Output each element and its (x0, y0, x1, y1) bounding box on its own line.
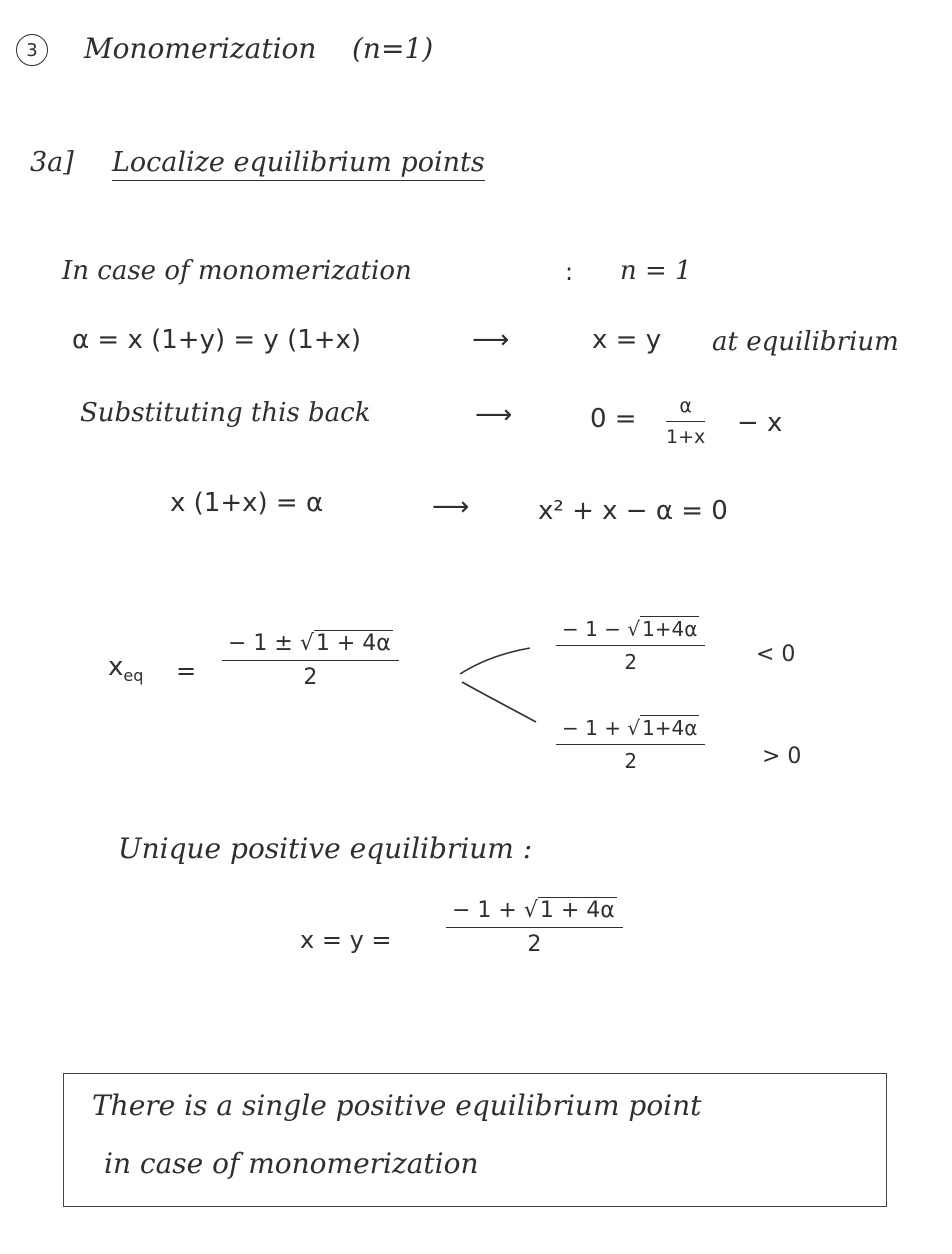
unique-lhs: x = y = (300, 926, 392, 954)
quadratic-num-prefix: − 1 ± (228, 631, 293, 656)
positive-root-prefix: − 1 + (562, 716, 621, 740)
quadratic-denominator: 2 (303, 665, 318, 690)
section-number: 3 (26, 39, 38, 61)
unique-equilibrium-label: Unique positive equilibrium : (118, 832, 533, 865)
x-eq-base: x (108, 652, 124, 682)
branch-upper (460, 648, 530, 674)
arrow-3: ⟶ (432, 492, 470, 522)
positive-root-radicand: 1+4α (642, 716, 698, 740)
quadratic-formula (222, 631, 399, 690)
x-times-1-plus-x: x (1+x) = α (170, 488, 324, 518)
title-condition: (n=1) (352, 32, 434, 65)
x-eq-symbol (108, 652, 143, 685)
fraction-denominator: 1+x (666, 426, 706, 448)
fraction-numerator: α (679, 395, 692, 417)
x-equals-y: x = y (592, 325, 662, 355)
intro-text: In case of monomerization (62, 256, 412, 286)
quadratic-equation: x² + x − α = 0 (538, 496, 728, 526)
subsection-number: 3a] (30, 147, 74, 178)
conclusion-line-2: in case of monomerization (104, 1147, 479, 1180)
quadratic-radicand: 1 + 4α (315, 631, 391, 656)
negative-root-denominator: 2 (624, 650, 638, 674)
minus-x: − x (737, 408, 783, 438)
intro-colon: : (565, 258, 574, 286)
arrow-1: ⟶ (472, 325, 510, 355)
branch-lower (462, 682, 536, 722)
negative-root (556, 617, 705, 674)
intro-n-equals: n = 1 (620, 256, 692, 286)
positive-root-numerator: − 1 + √ 1+4α (562, 716, 698, 740)
negative-root-prefix: − 1 − (562, 617, 621, 641)
negative-root-sign: < 0 (756, 642, 796, 667)
x-eq-equals: = (176, 657, 197, 685)
zero-equals: 0 = (590, 404, 637, 434)
positive-root-denominator: 2 (624, 749, 638, 773)
unique-num-prefix: − 1 + (452, 898, 517, 923)
positive-root-sign: > 0 (762, 744, 802, 769)
page-title: Monomerization (84, 32, 317, 65)
unique-radicand: 1 + 4α (539, 898, 615, 923)
branch-lines (452, 638, 542, 728)
at-equilibrium-text: at equilibrium (712, 327, 899, 357)
unique-denominator: 2 (527, 932, 542, 957)
alpha-over-1-plus-x (666, 395, 705, 448)
x-eq-subscript: eq (123, 666, 144, 686)
subsection-title: Localize equilibrium points (112, 147, 485, 181)
arrow-2: ⟶ (475, 400, 513, 430)
positive-root (556, 716, 705, 773)
conclusion-line-1: There is a single positive equilibrium point (92, 1089, 702, 1122)
quadratic-numerator: − 1 ± √1 + 4α (228, 631, 391, 656)
unique-solution-fraction (446, 898, 623, 957)
alpha-definition: α = x (1+y) = y (1+x) (72, 325, 362, 355)
section-number-circle (16, 34, 48, 66)
unique-numerator: − 1 + √1 + 4α (452, 898, 615, 923)
negative-root-numerator: − 1 − √ 1+4α (562, 617, 698, 641)
negative-root-radicand: 1+4α (642, 617, 698, 641)
substituting-text: Substituting this back (80, 398, 371, 428)
